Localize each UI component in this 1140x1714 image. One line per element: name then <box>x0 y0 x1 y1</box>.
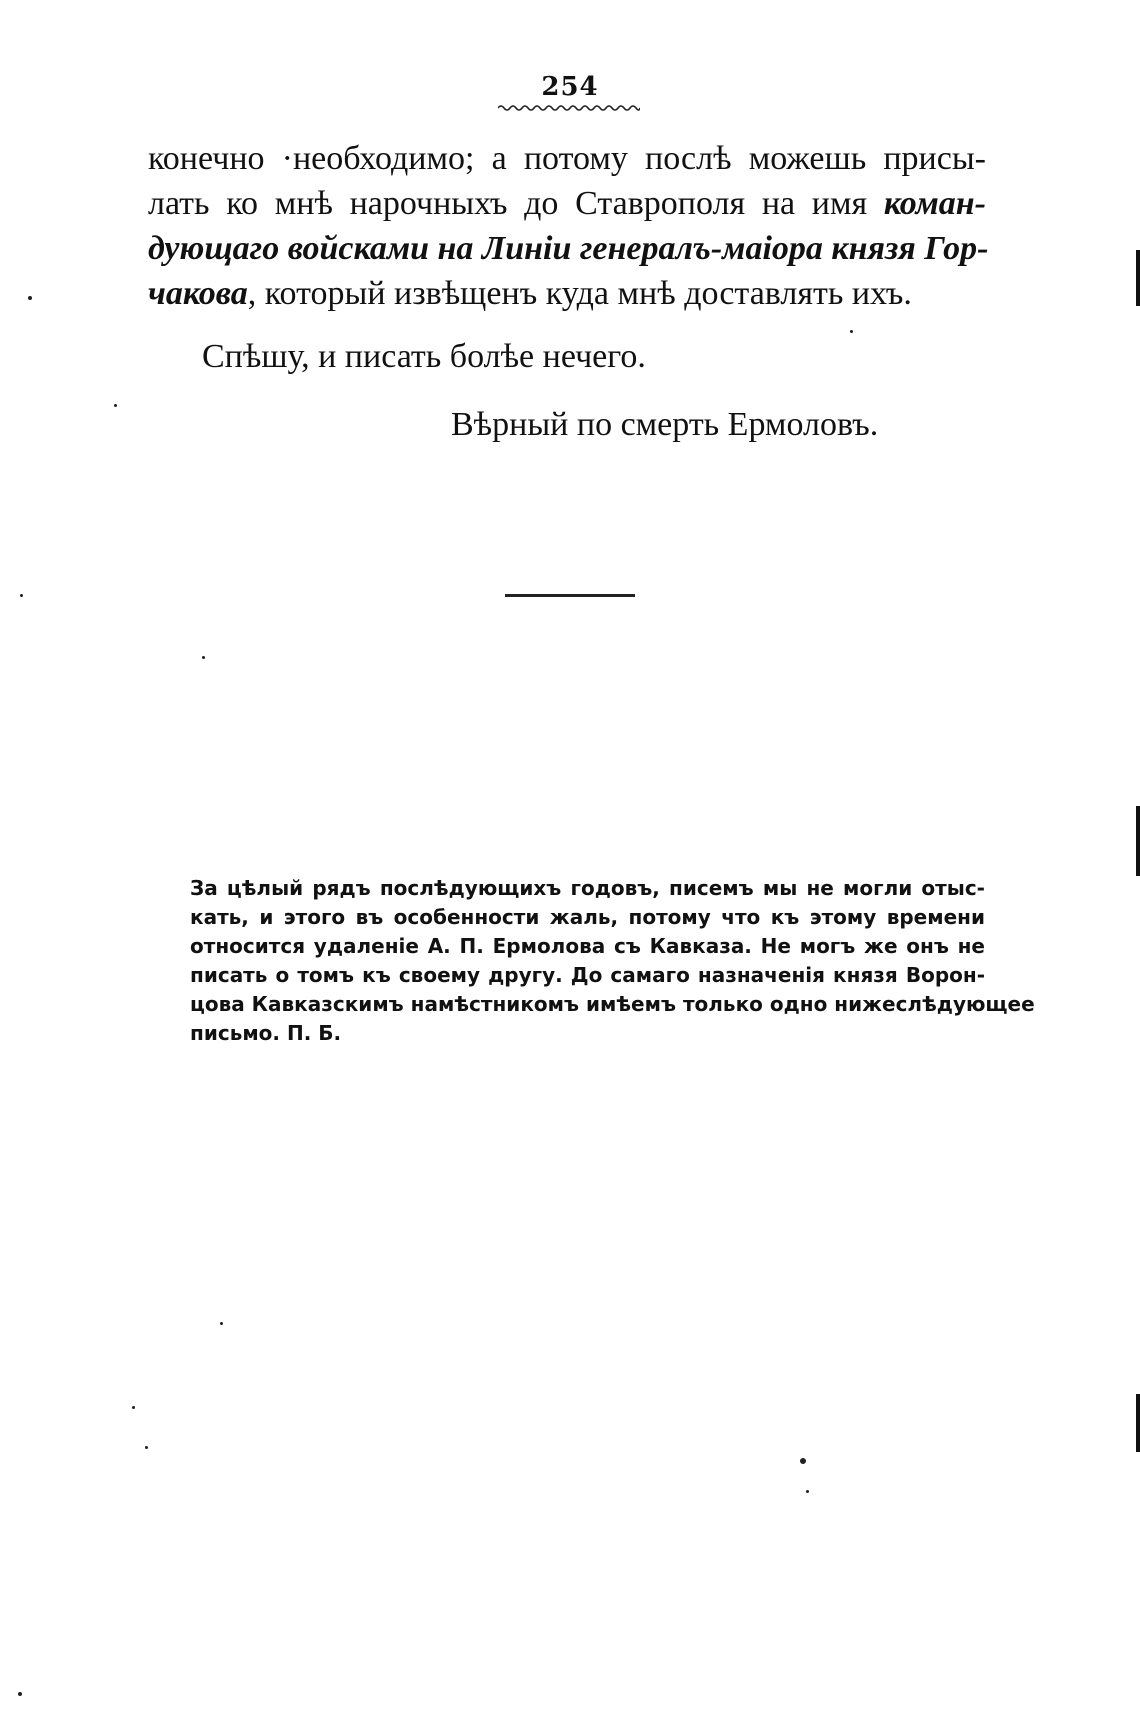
letter-line: чакова, который извѣщенъ куда мнѣ доставлять ихъ. <box>148 275 912 312</box>
scan-speck <box>850 330 853 333</box>
page-number: 254 <box>541 72 599 102</box>
letter-signature: Вѣрный по смерть Ермоловъ. <box>451 406 879 443</box>
footnote-line: писать о томъ къ своему другу. До самаго назначенія князя Ворон- <box>190 963 985 987</box>
scan-speck <box>114 404 117 407</box>
letter-closing: Спѣшу, и писать болѣе нечего. <box>202 338 646 375</box>
scan-speck <box>20 594 23 597</box>
scan-speck <box>132 1406 135 1409</box>
letter-line: лать ко мнѣ нарочныхъ до Ставрополя на имя коман- <box>148 185 986 222</box>
edge-mark <box>1136 250 1140 306</box>
edge-mark <box>1136 1394 1140 1452</box>
scan-speck <box>145 1446 148 1449</box>
scan-speck <box>806 1490 809 1493</box>
footnote-line: письмо. П. Б. <box>190 1021 342 1045</box>
scan-speck <box>18 1692 22 1696</box>
letter-line: конечно ·необходимо; а потому послѣ можешь присы- <box>148 140 986 177</box>
letter-body <box>148 136 989 316</box>
footnote-line: цова Кавказскимъ намѣстникомъ имѣемъ только одно нижеслѣдующее <box>190 992 1035 1016</box>
scan-speck <box>202 656 205 659</box>
footnote-line: кать, и этого въ особенности жаль, потому что къ этому времени <box>190 905 985 929</box>
scan-speck <box>800 1458 806 1464</box>
footnote-line: За цѣлый рядъ послѣдующихъ годовъ, писемъ мы не могли отыс- <box>190 876 985 900</box>
scan-speck <box>28 296 32 300</box>
editorial-footnote <box>190 874 1035 1048</box>
footnote-line: относится удаленіе А. П. Ермолова съ Кавказа. Не могъ же онъ не <box>190 934 985 958</box>
section-divider <box>505 594 635 597</box>
letter-line: дующаго войсками на Линіи генералъ-маіора князя Гор- <box>148 230 989 267</box>
scan-speck <box>220 1322 223 1325</box>
edge-mark <box>1136 806 1140 876</box>
wavy-ornament <box>498 104 640 112</box>
